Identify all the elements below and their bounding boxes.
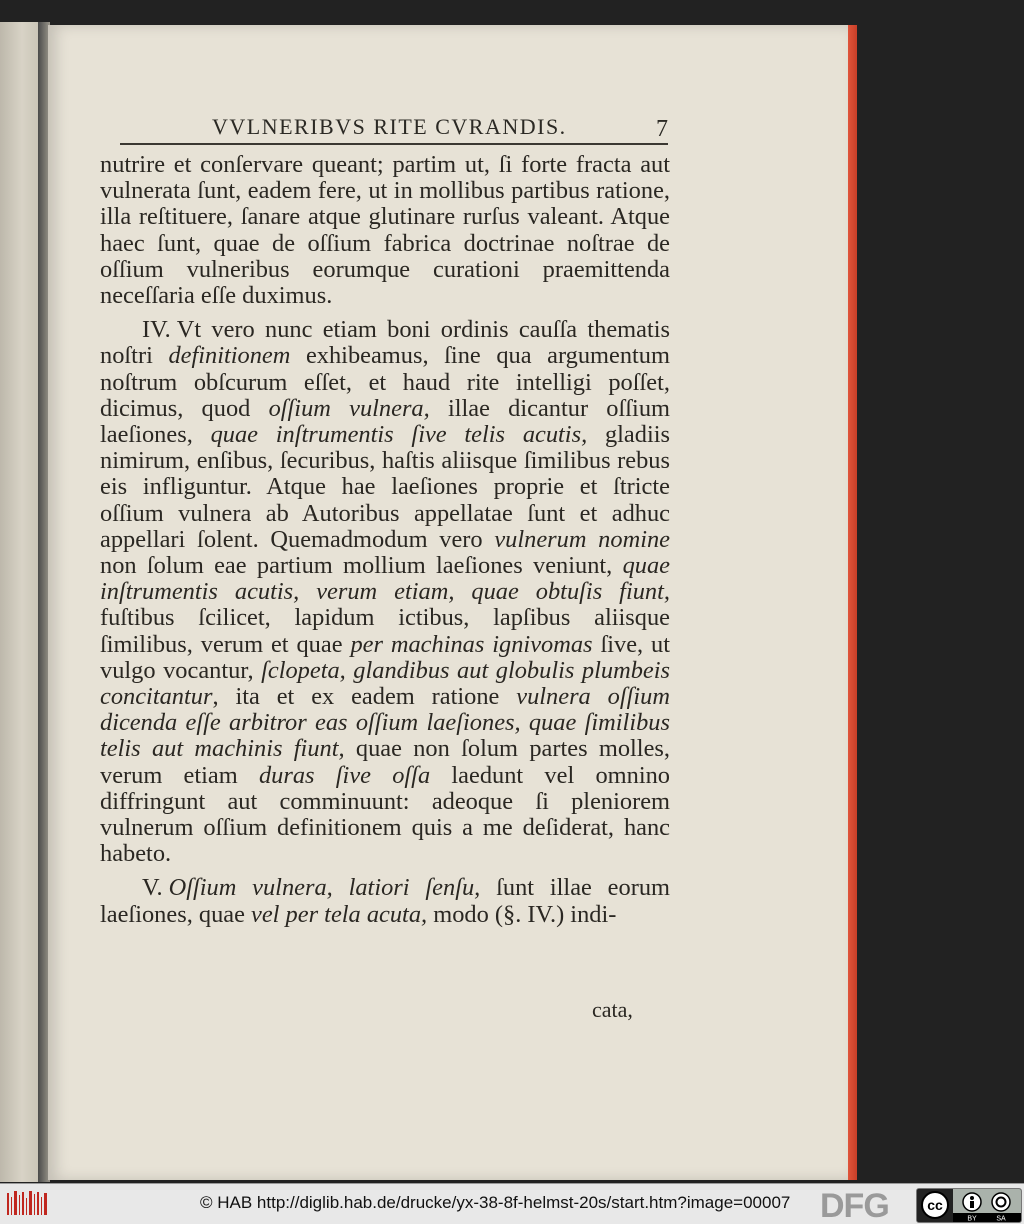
dfg-logo[interactable]	[818, 1186, 914, 1222]
italic-phrase: oſſium vulnera,	[268, 394, 430, 422]
section-number: IV.	[142, 316, 171, 344]
paragraph-p3	[100, 875, 670, 927]
italic-phrase: vulnera oſſium dicenda eſſe arbitror eas oſſium laeſiones, quae ſimilibus telis aut machinis fiunt,	[100, 683, 670, 763]
body-text	[100, 152, 670, 936]
italic-phrase: quae inſtrumentis ſive telis acutis,	[210, 421, 588, 449]
text-run: nutrire et conſervare queant; partim ut, ſi forte fracta aut vulnerata ſunt, eadem fere, ut in mollibus partibus ratione, illa reſtituere, ſanare atque glutinare rurſus valeant. Atque haec ſunt, quae de oſſium fabrica doctrinae noſtrae de oſſium vulneribus eorumque curationi praemittenda neceſſaria eſſe duximus.	[100, 151, 670, 310]
text-run: modo (§. IV.) indi-	[427, 900, 617, 928]
italic-phrase: definitionem	[168, 342, 291, 370]
red-page-edge	[848, 25, 857, 1180]
text-run: gladiis nimirum, enſibus, ſecuribus, haſtis aliisque ſimilibus rebus eis infliguntur. Atque hae laeſiones proprie et ſtricte oſſium vulnera ab Autoribus appellatae ſunt et adhuc appellari ſolent. Quemadmodum vero	[100, 421, 670, 553]
section-number: V.	[142, 874, 163, 902]
paragraph-p2	[100, 317, 670, 867]
text-run: laedunt vel omnino diffringunt aut comminuunt: adeoque ſi pleniorem vulnerum oſſium definitionem quis a me deſiderat, hanc habeto.	[100, 761, 670, 868]
dfg-logo-text: DFG	[820, 1187, 889, 1222]
text-run: ſive, ut vulgo vocantur,	[100, 630, 670, 684]
text-run: exhibeamus, ſine qua argumentum noſtrum obſcurum eſſet, et haud rite intelligi poſſet, dicimus, quod	[100, 342, 670, 422]
copyright-link[interactable]: © HAB http://diglib.hab.de/drucke/yx-38-8f-helmst-20s/start.htm?image=00007	[200, 1193, 791, 1212]
hab-barcode-logo	[6, 1189, 48, 1219]
text-run: Vt vero nunc etiam boni ordinis cauſſa thematis noſtri	[100, 316, 670, 370]
share-alike-icon	[992, 1193, 1010, 1211]
italic-phrase: ſclopeta, glandibus aut globulis plumbeis concitantur	[100, 656, 670, 711]
italic-phrase: vulnerum nomine	[494, 525, 670, 553]
italic-phrase: quae inſtrumentis acutis, verum etiam, quae obtuſis fiunt,	[100, 552, 670, 606]
catchword: cata,	[592, 997, 633, 1022]
running-head: VVLNERIBVS RITE CVRANDIS.	[212, 114, 567, 139]
text-run: quae non ſolum partes molles, verum etiam	[100, 735, 670, 789]
text-run: , ita et ex eadem ratione	[212, 683, 517, 711]
cc-icon-text: cc	[927, 1197, 943, 1213]
text-run: fuſtibus ſcilicet, lapidum ictibus, lapſibus aliisque ſimilibus, verum et quae	[100, 604, 670, 658]
viewer-footer	[0, 1183, 1024, 1224]
italic-phrase: duras ſive oſſa	[258, 761, 431, 789]
italic-phrase: per machinas ignivomas	[350, 630, 593, 658]
cc-sa-label: SA	[996, 1215, 1006, 1223]
cc-by-label: BY	[967, 1215, 977, 1223]
text-run: non ſolum eae partium mollium laeſiones veniunt,	[100, 552, 623, 580]
text-run: ſunt illae eorum laeſiones, quae	[100, 874, 670, 928]
header-rule	[120, 143, 668, 145]
paragraph-p1	[100, 152, 670, 309]
previous-page-edge	[0, 22, 40, 1182]
italic-phrase: Oſſium vulnera, latiori ſenſu,	[168, 874, 481, 902]
creative-commons-badge[interactable]	[916, 1188, 1022, 1223]
text-run: illae dicantur oſſium laeſiones,	[100, 394, 670, 449]
italic-phrase: vel per tela acuta,	[251, 900, 428, 928]
page-number: 7	[656, 116, 668, 142]
